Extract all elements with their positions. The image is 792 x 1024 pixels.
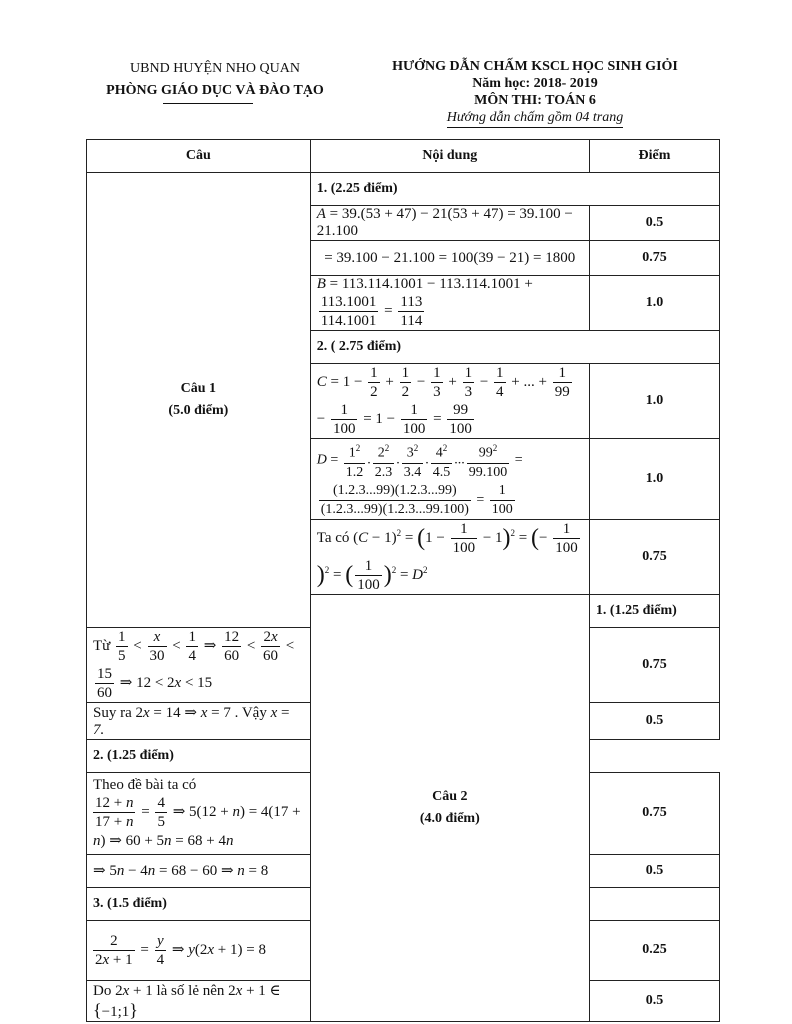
section-2-3-title: 3. (1.5 điểm) xyxy=(87,887,311,920)
question-1-points: (5.0 điểm) xyxy=(168,402,229,418)
formula-a-cont: = 39.100 − 21.100 = 100(39 − 21) = 1800 xyxy=(310,241,589,276)
question-2-cell xyxy=(310,594,589,1021)
formula-odd-set: Do 2x + 1 là số lẻ nên 2x + 1 ∈ {−1;1} xyxy=(87,980,311,1021)
formula-x-result: Suy ra 2x = 14 ⇒ x = 7 . Vậy x = 7. xyxy=(87,702,311,739)
formula-n-result: ⇒ 5n − 4n = 68 − 60 ⇒ n = 8 xyxy=(87,854,311,887)
question-1-label: Câu 1 xyxy=(180,380,217,396)
header-left-underline xyxy=(163,103,253,104)
formula-a: A = 39.(53 + 47) − 21(53 + 47) = 39.100 − 21.100 xyxy=(310,206,589,241)
school-year: Năm học: 2018- 2019 xyxy=(472,76,598,91)
formula-d: D = $\frac{1^2}{1.2}$ . $\frac{2^2}{2.3}$ . $\frac{3^2}{3.4}$ . $\frac{4^2}{4.5}$ ... $\frac{99^2}{99.100}$ = $\frac{(1.2.3...99)(1.2.3...99)}{(1.2.3...99)(1.2.3...99.100)}$ = $\frac{1}{100}$ xyxy=(310,439,589,520)
question-2-points: (4.0 điểm) xyxy=(419,810,480,826)
formula-b: B = 113.114.1001 − 113.114.1001 + $\frac{113.1001}{114.1001}$ = $\frac{113}{114}$ xyxy=(310,276,589,331)
formula-inequality: Từ $\frac{1}{5}$ < $\frac{x}{30}$ < $\frac{1}{4}$ ⇒ $\frac{12}{60}$ < $\frac{2x}{60}$ < $\frac{15}{60}$ ⇒ 12 < 2x < 15 xyxy=(87,627,311,702)
formula-n-equation: Theo đề bài ta có $\frac{12 + n}{17 + n}$ = $\frac{4}{5}$ ⇒ 5(12 + n) = 4(17 + n) ⇒ 60 + 5n = 68 + 4n xyxy=(87,772,311,854)
score: 0.75 xyxy=(589,772,719,854)
score: 0.5 xyxy=(589,980,719,1021)
tu-text: Từ xyxy=(93,637,111,654)
page-count-note: Hướng dẫn chấm gồm 04 trang xyxy=(446,110,624,125)
table-header-row xyxy=(87,140,720,173)
column-header-noi-dung: Nội dung xyxy=(310,140,589,173)
suy-ra-text: Suy ra xyxy=(93,704,132,721)
section-2-1-title: 1. (1.25 điểm) xyxy=(589,594,719,627)
formula-y-equation: $\frac{2}{2x + 1}$ = $\frac{y}{4}$ ⇒ y(2x + 1) = 8 xyxy=(87,920,311,980)
formula-c: C = 1 − $\frac{1}{2}$ + $\frac{1}{2}$ − $\frac{1}{3}$ + $\frac{1}{3}$ − $\frac{1}{4}$ + ... + $\frac{1}{99}$ − $\frac{1}{100}$ = 1 − $\frac{1}{100}$ = $\frac{99}{100}$ xyxy=(310,364,589,439)
score: 1.0 xyxy=(589,364,719,439)
vay-text: . Vậy xyxy=(234,704,267,721)
section-1-2-title: 2. ( 2.75 điểm) xyxy=(310,331,719,364)
document-title: HƯỚNG DẪN CHẤM KSCL HỌC SINH GIỎI xyxy=(392,59,678,74)
score: 1.0 xyxy=(589,439,719,520)
header-right xyxy=(360,58,710,128)
theo-de-bai-text: Theo đề bài ta có xyxy=(93,776,197,793)
header-right-underline xyxy=(447,127,623,128)
score: 0.5 xyxy=(589,702,719,739)
subject: MÔN THI: TOÁN 6 xyxy=(474,93,596,108)
column-header-diem: Điểm xyxy=(589,140,719,173)
district-name: UBND HUYỆN NHO QUAN xyxy=(130,61,300,76)
table-row xyxy=(87,173,720,206)
empty-score-cell xyxy=(589,887,719,920)
score: 0.75 xyxy=(589,627,719,702)
score: 0.75 xyxy=(589,519,719,594)
header-left xyxy=(95,58,335,102)
score: 1.0 xyxy=(589,276,719,331)
score: 0.5 xyxy=(589,206,719,241)
score: 0.75 xyxy=(589,241,719,276)
question-2-label: Câu 2 xyxy=(432,788,468,804)
column-header-cau: Câu xyxy=(87,140,311,173)
section-1-1-title: 1. (2.25 điểm) xyxy=(310,173,719,206)
table-row xyxy=(87,739,720,772)
ta-co-text: Ta có xyxy=(316,529,350,546)
do-text: Do xyxy=(93,982,112,999)
section-2-2-title: 2. (1.25 điểm) xyxy=(87,739,590,772)
formula-c-minus-1-squared: Ta có $(C - 1)^2 = (1$ − $\frac{1}{100}$ − 1)$^2$ = (− $\frac{1}{100}$ )$^2$ = ( $\frac{1}{100}$ )$^2 = D^2$ xyxy=(310,519,589,594)
score: 0.5 xyxy=(589,854,719,887)
score: 0.25 xyxy=(589,920,719,980)
la-so-le-text: là số lẻ nên xyxy=(156,982,225,999)
question-1-cell xyxy=(87,173,311,628)
department-name: PHÒNG GIÁO DỤC VÀ ĐÀO TẠO xyxy=(106,83,324,98)
grading-table xyxy=(86,139,720,1022)
